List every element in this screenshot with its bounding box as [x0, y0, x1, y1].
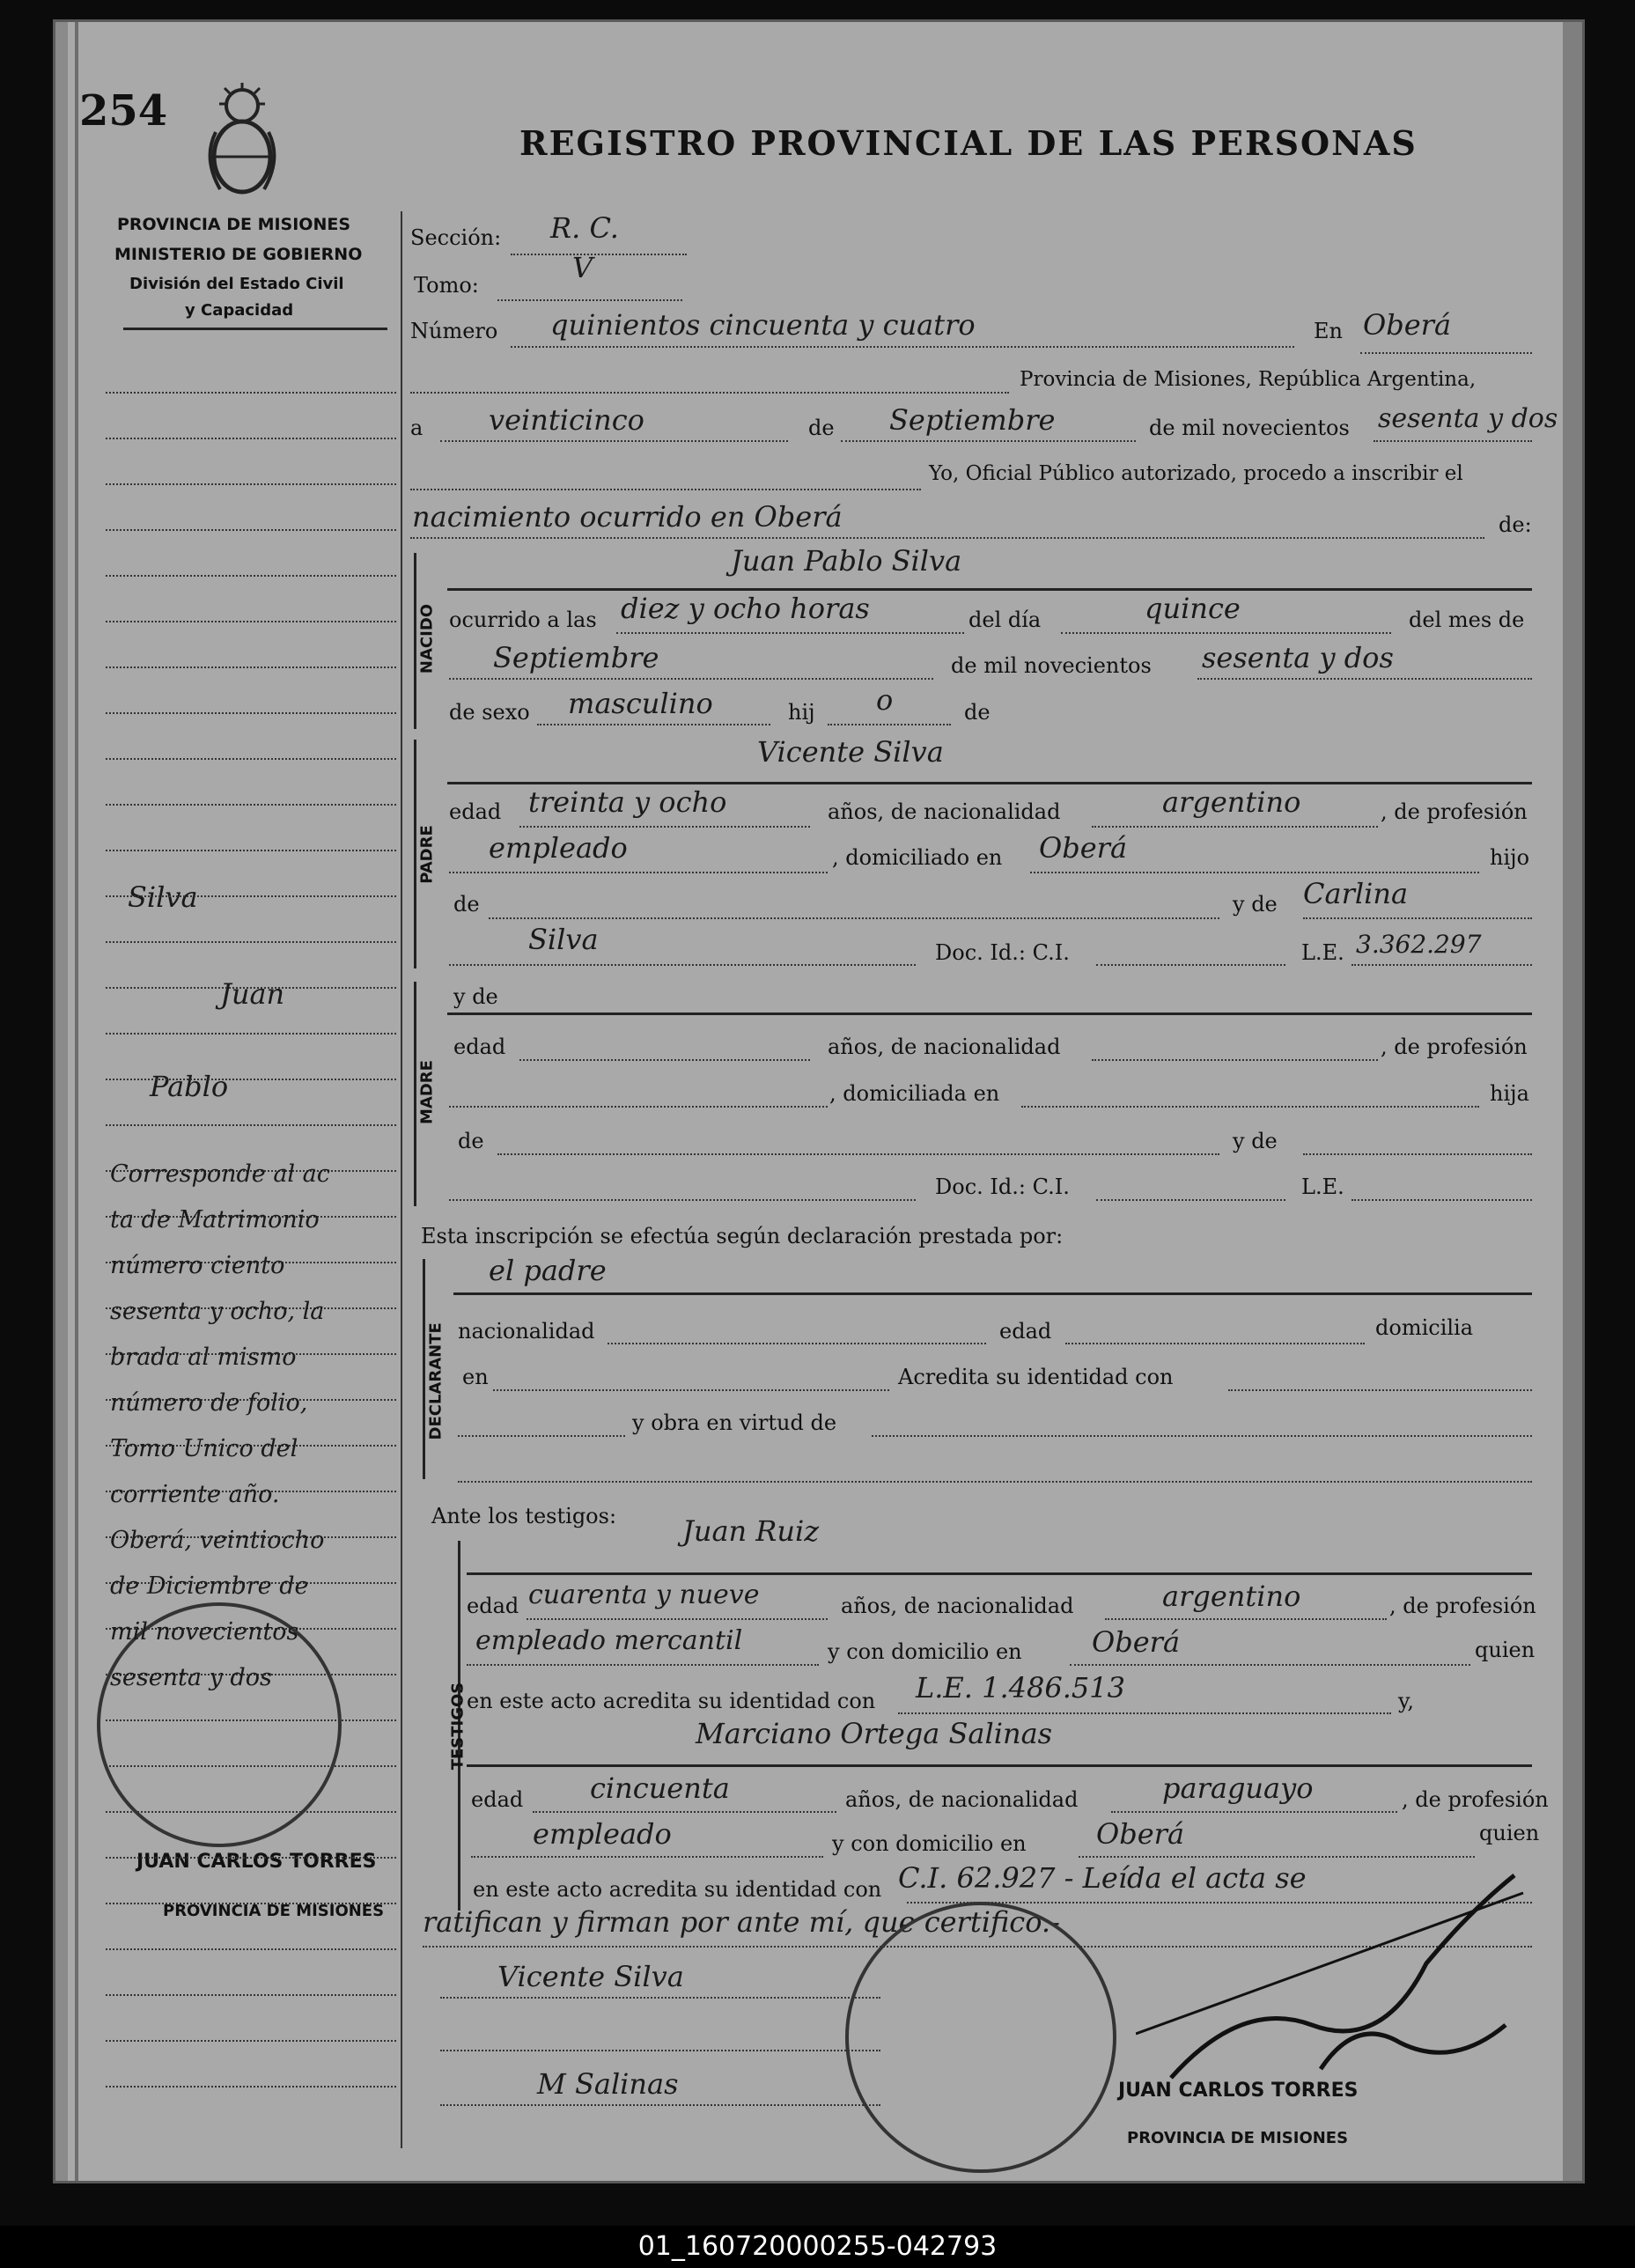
margin-note-line: sesenta y dos	[110, 1664, 272, 1691]
value-t1-edad: cuarenta y nueve	[528, 1580, 760, 1610]
value-anio: sesenta y dos	[1202, 641, 1394, 674]
margin-ruled-line	[106, 804, 396, 806]
value-t1-nac: argentino	[1162, 1580, 1301, 1613]
label-del-dia: del día	[968, 608, 1042, 632]
value-evento: nacimiento ocurrido en Oberá	[412, 500, 843, 534]
value-testigo1: Juan Ruiz	[682, 1514, 820, 1548]
value-numero: quinientos cincuenta y cuatro	[550, 308, 976, 342]
label-t1-dom: y con domicilio en	[828, 1639, 1022, 1664]
label-declaracion: Esta inscripción se efectúa según declaración prestada por:	[421, 1224, 1064, 1248]
label-en: En	[1314, 319, 1343, 343]
label-de-sexo: de sexo	[449, 700, 530, 725]
signature-salinas: M Salinas	[537, 2067, 679, 2101]
label-t2-edad: edad	[471, 1787, 524, 1812]
section-testigos: TESTIGOS	[448, 1682, 468, 1771]
label-en2: en	[462, 1365, 489, 1389]
margin-ruled-line	[106, 438, 396, 439]
label-domiciliada: , domiciliada en	[829, 1081, 1000, 1106]
label-t1-quien: quien	[1475, 1638, 1536, 1662]
value-padre-nac: argentino	[1162, 785, 1301, 819]
margin-ruled-line	[106, 850, 396, 851]
margin-ruled-line	[106, 483, 396, 485]
margin-note-line: Oberá, veintiocho	[110, 1527, 325, 1554]
label-nacionalidad: nacionalidad	[458, 1319, 595, 1344]
label-t1-anos-nac: años, de nacionalidad	[841, 1594, 1074, 1618]
label-de-prof: , de profesión	[1381, 799, 1528, 824]
label-seccion: Sección:	[410, 225, 502, 250]
label-edad: edad	[449, 799, 502, 824]
stamp-officer-left: JUAN CARLOS TORRES	[136, 1851, 377, 1873]
section-declarante: DECLARANTE	[426, 1322, 446, 1440]
label-de: de	[808, 416, 835, 440]
value-cierre: ratifican y firman por ante mí, que certifico.-	[423, 1905, 1060, 1939]
margin-ruled-line	[106, 1124, 396, 1126]
margin-ruled-line	[106, 529, 396, 531]
value-t2-edad: cincuenta	[590, 1771, 730, 1805]
margin-ruled-line	[106, 2040, 396, 2042]
value-t1-prof: empleado mercantil	[475, 1625, 743, 1656]
value-padre: Vicente Silva	[757, 735, 944, 769]
value-t2-prof: empleado	[533, 1817, 672, 1851]
value-padre-le: 3.362.297	[1356, 930, 1482, 959]
value-testigo2: Marciano Ortega Salinas	[696, 1717, 1053, 1750]
margin-apellido: Silva	[128, 880, 198, 914]
label-hija: hija	[1490, 1081, 1529, 1106]
margin-note-line: de Diciembre de	[110, 1572, 309, 1600]
label-a: a	[410, 416, 423, 440]
label-t2-quien: quien	[1479, 1821, 1540, 1845]
value-hora: diez y ocho horas	[621, 592, 870, 625]
margin-ruled-line	[106, 1033, 396, 1035]
label-de3: de	[453, 892, 480, 917]
margin-ruled-line	[106, 1811, 396, 1813]
coat-of-arms-icon	[198, 79, 286, 202]
value-padre-ap: Silva	[528, 923, 599, 956]
margin-note-line: número de folio,	[110, 1389, 308, 1417]
label-t2-de-prof: , de profesión	[1402, 1787, 1549, 1812]
label-y-de: y de	[1233, 892, 1278, 917]
label-del-mes: del mes de	[1409, 608, 1525, 632]
margin-nombre1: Juan	[220, 977, 285, 1011]
value-padre-edad: treinta y ocho	[528, 785, 727, 819]
margin-ruled-line	[106, 941, 396, 943]
margin-ruled-line	[106, 666, 396, 668]
label-de2: de	[964, 700, 991, 725]
margin-ruled-line	[106, 987, 396, 989]
label-acredita: Acredita su identidad con	[898, 1365, 1174, 1389]
value-dia-acta: veinticinco	[489, 403, 644, 437]
margin-ruled-line	[106, 1719, 396, 1721]
value-en: Oberá	[1363, 308, 1452, 342]
value-padre-dom: Oberá	[1039, 831, 1128, 865]
label-le: L.E.	[1301, 940, 1344, 965]
label-de-mil: de mil novecientos	[1149, 416, 1350, 440]
officer-signature	[1136, 1858, 1541, 2113]
label-m-y-de: y de	[453, 984, 498, 1009]
margin-ruled-line	[106, 575, 396, 577]
margin-ruled-line	[106, 1994, 396, 1996]
value-mes-acta: Septiembre	[889, 403, 1056, 437]
official-stamp-right	[845, 1902, 1116, 2173]
label-hij: hij	[788, 700, 815, 725]
label-t1-edad: edad	[467, 1594, 519, 1618]
margin-nombre2: Pablo	[150, 1070, 229, 1103]
signature-vicente: Vicente Silva	[497, 1960, 684, 1993]
agency-line-4: y Capacidad	[185, 301, 294, 320]
margin-note-line: Corresponde al ac	[110, 1160, 330, 1188]
value-declarante: el padre	[489, 1254, 607, 1287]
label-hijo: hijo	[1490, 845, 1530, 870]
label-m-le: L.E.	[1301, 1174, 1344, 1199]
margin-ruled-line	[106, 1079, 396, 1080]
label-doc-id: Doc. Id.: C.I.	[935, 940, 1070, 965]
label-m-anos-nac: años, de nacionalidad	[828, 1035, 1061, 1059]
page-number: 254	[79, 86, 168, 136]
margin-ruled-line	[106, 1948, 396, 1950]
section-padre: PADRE	[417, 825, 437, 884]
label-de-mil-nov: de mil novecientos	[951, 653, 1152, 678]
value-padre-prof: empleado	[489, 831, 628, 865]
label-m-doc-id: Doc. Id.: C.I.	[935, 1174, 1070, 1199]
margin-ruled-line	[106, 895, 396, 897]
margin-ruled-line	[106, 758, 396, 760]
margin-note-line: ta de Matrimonio	[110, 1206, 320, 1233]
label-m-edad: edad	[453, 1035, 506, 1059]
label-t2-anos-nac: años, de nacionalidad	[845, 1787, 1079, 1812]
agency-line-1: PROVINCIA DE MISIONES	[117, 215, 351, 234]
stamp-officer2-right: PROVINCIA DE MISIONES	[1127, 2129, 1349, 2147]
margin-ruled-line	[106, 1903, 396, 1904]
label-tomo: Tomo:	[414, 273, 479, 298]
margin-note-line: corriente año.	[110, 1481, 280, 1508]
section-madre: MADRE	[417, 1060, 437, 1124]
value-sexo: masculino	[568, 687, 713, 720]
label-domicilia: domicilia	[1375, 1315, 1474, 1340]
value-dia: quince	[1145, 592, 1241, 625]
margin-note-line: número ciento	[110, 1252, 285, 1279]
value-t1-dom: Oberá	[1092, 1625, 1181, 1659]
margin-note-line: Tomo Unico del	[110, 1435, 298, 1462]
margin-ruled-line	[106, 712, 396, 714]
label-m-de: de	[458, 1129, 484, 1153]
label-ante: Ante los testigos:	[431, 1504, 617, 1528]
margin-note-line: brada al mismo	[110, 1344, 297, 1371]
margin-ruled-line	[106, 2086, 396, 2088]
margin-ruled-line	[106, 392, 396, 394]
value-t1-doc: L.E. 1.486.513	[916, 1671, 1125, 1705]
margin-note-line: sesenta y ocho, la	[110, 1298, 325, 1325]
label-y-comma: y,	[1398, 1689, 1414, 1713]
margin-ruled-line	[106, 1857, 396, 1859]
value-t2-dom: Oberá	[1096, 1817, 1185, 1851]
margin-ruled-line	[106, 621, 396, 622]
label-t1-de-prof: , de profesión	[1389, 1594, 1536, 1618]
value-tomo: V	[572, 251, 593, 284]
image-id-bar: 01_160720000255-042793	[0, 2226, 1635, 2268]
label-m-y-de2: y de	[1233, 1129, 1278, 1153]
label-anos-nac: años, de nacionalidad	[828, 799, 1061, 824]
label-de-colon: de:	[1499, 512, 1532, 537]
label-ocurrido: ocurrido a las	[449, 608, 597, 632]
margin-ruled-line	[106, 1765, 396, 1767]
margin-note-line: mil novecientos	[110, 1618, 299, 1646]
label-t1-acredita: en este acto acredita su identidad con	[467, 1689, 876, 1713]
label-yo: Yo, Oficial Público autorizado, procedo a inscribir el	[929, 462, 1463, 485]
agency-line-3: División del Estado Civil	[129, 275, 344, 293]
value-nombre: Juan Pablo Silva	[731, 544, 962, 578]
label-edad2: edad	[999, 1319, 1052, 1344]
label-t2-dom: y con domicilio en	[832, 1831, 1027, 1856]
value-mes: Septiembre	[493, 641, 659, 674]
value-t2-doc: C.I. 62.927 - Leída el acta se	[898, 1861, 1307, 1895]
agency-line-2: MINISTERIO DE GOBIERNO	[114, 245, 363, 264]
label-obra: y obra en virtud de	[632, 1410, 837, 1435]
label-m-de-prof: , de profesión	[1381, 1035, 1528, 1059]
value-hijo: o	[876, 683, 894, 717]
value-t2-nac: paraguayo	[1162, 1771, 1314, 1805]
section-nacido: NACIDO	[417, 603, 437, 674]
stamp-officer-right: JUAN CARLOS TORRES	[1118, 2080, 1359, 2102]
stamp-officer2-left: PROVINCIA DE MISIONES	[163, 1902, 385, 1920]
label-domiciliado: , domiciliado en	[832, 845, 1003, 870]
value-padre-madre: Carlina	[1303, 877, 1409, 910]
label-t2-acredita: en este acto acredita su identidad con	[473, 1877, 882, 1902]
label-numero: Número	[410, 319, 498, 343]
page-title: REGISTRO PROVINCIAL DE LAS PERSONAS	[519, 123, 1418, 163]
label-provincia: Provincia de Misiones, República Argentina,	[1020, 368, 1477, 391]
value-anio-acta: sesenta y dos	[1378, 403, 1558, 434]
value-seccion: R. C.	[550, 211, 619, 245]
